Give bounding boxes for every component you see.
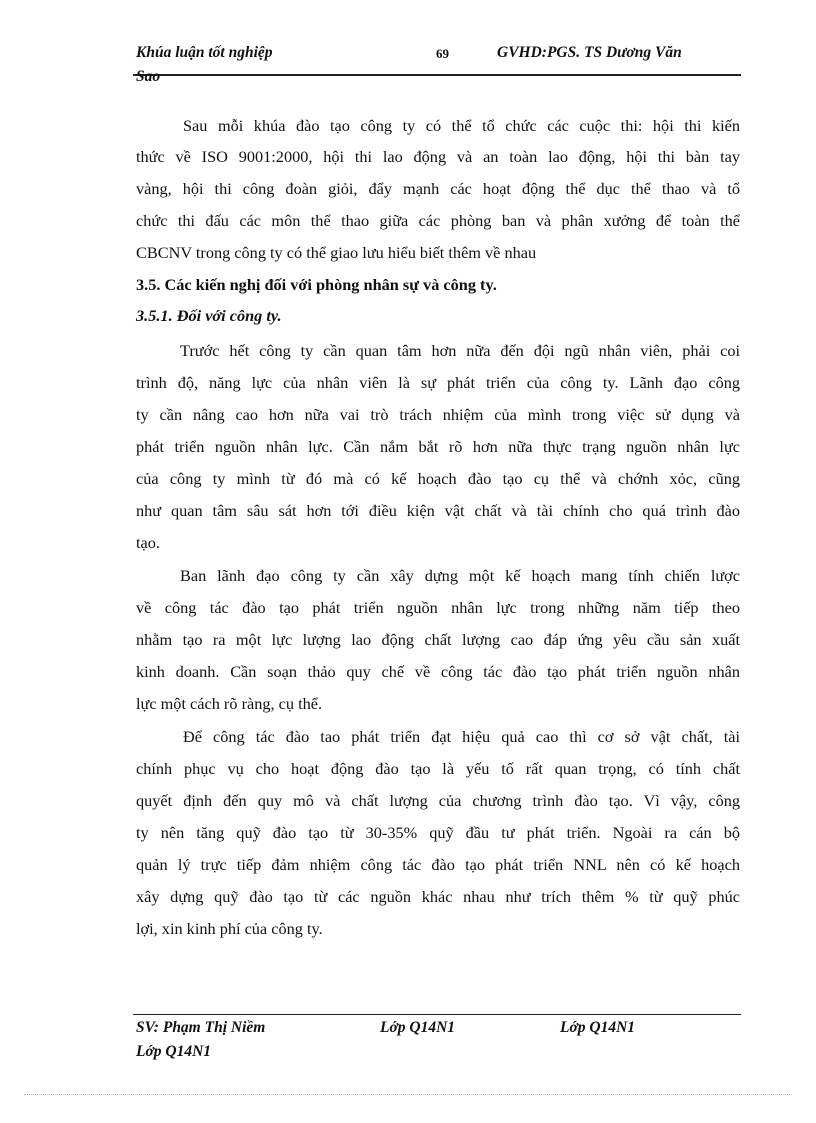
text-line: thức về ISO 9001:2000, hội thi lao động và an toàn lao động, hội thi bàn tay	[136, 147, 740, 166]
text-line: như quan tâm sâu sát hơn tới điều kiện vật chất và tài chính cho quá trình đào	[136, 501, 740, 520]
footer-divider	[133, 1014, 741, 1015]
text-line: nhằm tạo ra một lực lượng lao động chất lượng cao đáp ứng yêu cầu sản xuất	[136, 630, 740, 649]
text-line: vàng, hội thi công đoàn giỏi, đẩy mạnh các hoạt động thể dục thể thao và tổ	[136, 179, 740, 198]
header-advisor: GVHD:PGS. TS Dương Văn	[497, 44, 682, 61]
text-line: Ban lãnh đạo công ty cần xây dựng một kế hoạch mang tính chiến lược	[180, 566, 740, 585]
text-line: Để công tác đào tao phát triển đạt hiệu quả cao thì cơ sở vật chất, tài	[183, 727, 740, 746]
footer-class: Lớp Q14N1	[136, 1043, 212, 1060]
subsection-heading: 3.5.1. Đối với công ty.	[136, 306, 282, 325]
footer-student: SV: Phạm Thị Niềm	[136, 1019, 266, 1036]
text-line: quyết định đến quy mô và chất lượng của chương trình đào tạo. Vì vậy, công	[136, 791, 740, 810]
header-title: Khúa luận tốt nghiệp	[136, 44, 273, 61]
footer-class: Lớp Q14N1	[560, 1019, 636, 1036]
text-line: của công ty mình từ đó mà có kế hoạch đào tạo cụ thể và chớnh xỏc, cũng	[136, 469, 740, 488]
text-line: ty nên tăng quỹ đào tạo từ 30-35% quỹ đầu tư phát triển. Ngoài ra cán bộ	[136, 823, 740, 842]
text-line: xây dựng quỹ đào tạo từ các nguồn khác nhau như trích thêm % từ quỹ phúc	[136, 887, 740, 906]
text-line: quản lý trực tiếp đảm nhiệm công tác đào tạo phát triển NNL nên có kế hoạch	[136, 855, 740, 874]
text-line: ty cần nâng cao hơn nữa vai trò trách nhiệm của mình trong việc sử dụng và	[136, 405, 740, 424]
text-line: Sau mỗi khúa đào tạo công ty có thể tổ chức các cuộc thi: hội thi kiến	[183, 116, 740, 135]
section-heading: 3.5. Các kiến nghị đối với phòng nhân sự và công ty.	[136, 275, 497, 294]
text-line: phát triển nguồn nhân lực. Cần nắm bắt rõ hơn nữa thực trạng nguồn nhân lực	[136, 437, 740, 456]
text-line: Trước hết công ty cần quan tâm hơn nữa đến đội ngũ nhân viên, phải coi	[180, 341, 740, 360]
text-line: lợi, xin kinh phí của công ty.	[136, 919, 323, 938]
page-number: 69	[436, 46, 449, 61]
text-line: chính phục vụ cho hoạt động đào tạo là yếu tố rất quan trọng, có tính chất	[136, 759, 740, 778]
text-line: kinh doanh. Cần soạn thảo quy chế về công tác đào tạo phát triển nguồn nhân	[136, 662, 740, 681]
page-bottom-border	[24, 1094, 792, 1095]
text-line: trình độ, năng lực của nhân viên là sự phát triển của công ty. Lãnh đạo công	[136, 373, 740, 392]
header-advisor-cont: Sao	[136, 68, 161, 85]
footer-class: Lớp Q14N1	[380, 1019, 456, 1036]
text-line: về công tác đào tạo phát triển nguồn nhân lực trong những năm tiếp theo	[136, 598, 740, 617]
text-line: CBCNV trong công ty có thể giao lưu hiểu biết thêm về nhau	[136, 243, 537, 262]
text-line: chức thi đấu các môn thể thao giữa các phòng ban và phân xưởng để toàn thể	[136, 211, 740, 230]
text-line: lực một cách rõ ràng, cụ thể.	[136, 694, 323, 713]
text-line: tạo.	[136, 533, 160, 552]
